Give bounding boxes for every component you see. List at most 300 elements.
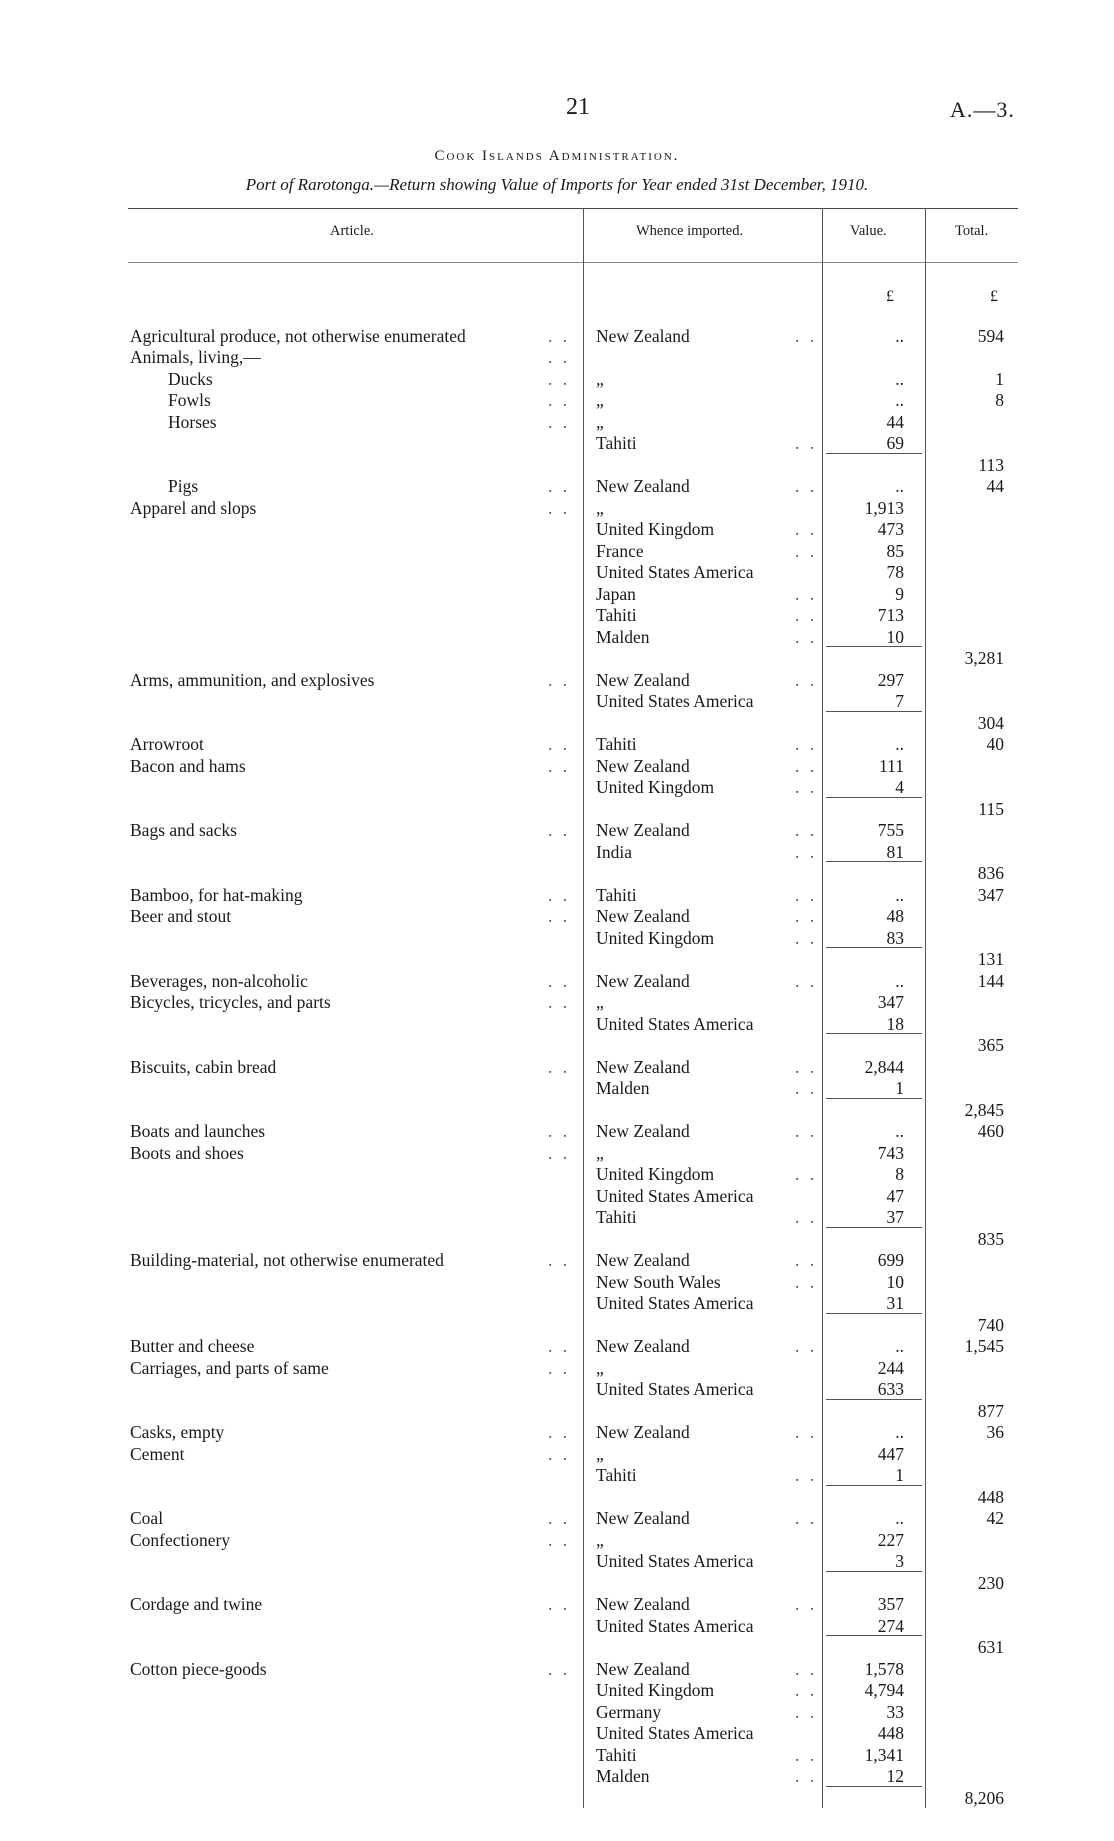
total-cell: 304	[977, 712, 1004, 733]
value-cell: ..	[895, 970, 904, 991]
value-cell: 447	[877, 1443, 904, 1464]
value-cell: 633	[877, 1379, 904, 1399]
table-row	[0, 627, 1114, 649]
subtotal-rule	[826, 1635, 922, 1636]
table-row	[0, 691, 1114, 713]
dot-leader: . .	[548, 1658, 571, 1679]
origin-cell: Tahiti	[596, 605, 637, 625]
article-cell: Ducks	[168, 368, 213, 389]
value-cell: ..	[895, 1422, 904, 1442]
dot-leader: . .	[548, 820, 571, 840]
total-cell: 3,281	[964, 648, 1004, 668]
column-header-value: Value.	[850, 223, 887, 239]
article-cell: Cordage and twine	[130, 1594, 263, 1614]
table-row	[0, 1487, 1114, 1509]
article-cell: Building-material, not otherwise enumerated	[130, 1250, 444, 1270]
table-row	[0, 906, 1114, 928]
value-cell: 81	[886, 841, 904, 862]
total-cell: 144	[977, 970, 1004, 991]
total-cell: 8,206	[964, 1787, 1004, 1808]
value-cell: 8	[895, 1164, 904, 1184]
table-row	[0, 648, 1114, 670]
value-cell: 743	[877, 1142, 904, 1163]
table-row	[0, 670, 1114, 692]
dot-leader: . .	[795, 1078, 818, 1098]
origin-cell: United States America	[596, 1293, 754, 1313]
origin-cell: New Zealand	[596, 1658, 690, 1679]
total-cell: 115	[978, 798, 1004, 819]
dot-leader: . .	[548, 325, 571, 346]
origin-cell: New South Wales	[596, 1271, 721, 1292]
origin-cell: United Kingdom	[596, 777, 715, 797]
table-row	[0, 369, 1114, 391]
article-cell: Apparel and slops	[130, 497, 257, 518]
dot-leader: . .	[548, 970, 571, 991]
origin-cell: New Zealand	[596, 325, 690, 346]
article-cell: Cotton piece-goods	[130, 1658, 267, 1679]
table-row	[0, 476, 1114, 498]
origin-cell: „	[596, 1357, 604, 1378]
table-row	[0, 1336, 1114, 1358]
table-row	[0, 1637, 1114, 1659]
value-cell: 12	[886, 1766, 904, 1786]
table-row	[0, 347, 1114, 369]
origin-cell: United States America	[596, 1723, 754, 1743]
origin-cell: United States America	[596, 1379, 754, 1399]
origin-cell: United States America	[596, 691, 754, 711]
value-currency-symbol: £	[886, 288, 894, 305]
article-cell: Confectionery	[130, 1529, 231, 1550]
value-cell: 357	[877, 1594, 904, 1614]
article-cell: Boots and shoes	[130, 1142, 244, 1163]
article-cell: Cement	[130, 1443, 185, 1464]
column-header-whence: Whence imported.	[636, 223, 744, 239]
value-cell: 3	[895, 1551, 904, 1571]
table-row	[0, 519, 1114, 541]
origin-cell: Japan	[596, 583, 636, 604]
origin-cell: United Kingdom	[596, 519, 715, 539]
total-cell: 347	[977, 884, 1004, 905]
total-cell: 113	[978, 454, 1004, 475]
value-cell: 1	[895, 1465, 904, 1485]
value-cell: 4,794	[864, 1680, 904, 1700]
value-cell: 473	[877, 519, 904, 539]
origin-cell: New Zealand	[596, 970, 690, 991]
dot-leader: . .	[548, 1357, 571, 1378]
dot-leader: . .	[795, 734, 818, 754]
subtotal-rule	[826, 1033, 922, 1034]
article-cell: Bamboo, for hat-making	[130, 884, 303, 905]
table-row	[0, 584, 1114, 606]
total-cell: 835	[977, 1228, 1004, 1249]
table-row	[0, 433, 1114, 455]
page-number: 21	[566, 94, 590, 120]
article-cell: Horses	[168, 411, 217, 432]
table-row	[0, 949, 1114, 971]
dot-leader: . .	[795, 1207, 818, 1227]
dot-leader: . .	[795, 433, 818, 453]
dot-leader: . .	[795, 1271, 818, 1292]
origin-cell: New Zealand	[596, 1250, 690, 1270]
dot-leader: . .	[548, 390, 571, 410]
table-row	[0, 1057, 1114, 1079]
origin-cell: New Zealand	[596, 820, 690, 840]
dot-leader: . .	[548, 1422, 571, 1442]
article-cell: Pigs	[168, 476, 199, 496]
origin-cell: United Kingdom	[596, 1164, 715, 1184]
table-row	[0, 1186, 1114, 1208]
value-cell: 31	[886, 1293, 904, 1313]
subtotal-rule	[826, 1571, 922, 1572]
table-row	[0, 1143, 1114, 1165]
value-cell: 83	[886, 927, 904, 948]
table-row	[0, 1659, 1114, 1681]
table-row	[0, 713, 1114, 735]
dot-leader: . .	[795, 1508, 818, 1528]
origin-cell: New Zealand	[596, 476, 690, 496]
table-row	[0, 326, 1114, 348]
table-row	[0, 541, 1114, 563]
value-cell: 44	[886, 411, 904, 432]
dot-leader: . .	[548, 1121, 571, 1141]
table-row	[0, 1422, 1114, 1444]
dot-leader: . .	[795, 927, 818, 948]
dot-leader: . .	[548, 884, 571, 905]
origin-cell: United States America	[596, 1615, 754, 1636]
total-cell: 631	[977, 1637, 1004, 1657]
total-cell: 1	[995, 368, 1004, 389]
dot-leader: . .	[795, 777, 818, 797]
article-cell: Agricultural produce, not otherwise enumerated	[130, 325, 466, 346]
table-row	[0, 1315, 1114, 1337]
value-cell: 78	[886, 562, 904, 582]
table-row	[0, 1121, 1114, 1143]
value-cell: ..	[895, 884, 904, 905]
table-row	[0, 928, 1114, 950]
table-row	[0, 1207, 1114, 1229]
header-bottom-rule	[128, 262, 1018, 263]
value-cell: 9	[895, 583, 904, 604]
origin-cell: Malden	[596, 626, 650, 647]
table-row	[0, 1788, 1114, 1810]
total-cell: 44	[986, 476, 1004, 496]
article-cell: Bacon and hams	[130, 755, 246, 776]
dot-leader: . .	[795, 1336, 818, 1356]
origin-cell: Tahiti	[596, 433, 637, 453]
origin-cell: Tahiti	[596, 1207, 637, 1227]
dot-leader: . .	[795, 583, 818, 604]
dot-leader: . .	[795, 884, 818, 905]
origin-cell: Malden	[596, 1766, 650, 1786]
dot-leader: . .	[548, 1250, 571, 1270]
origin-cell: „	[596, 1529, 604, 1550]
dot-leader: . .	[548, 368, 571, 389]
dot-leader: . .	[548, 1529, 571, 1550]
value-cell: 1,913	[864, 497, 904, 518]
table-row	[0, 1035, 1114, 1057]
dot-leader: . .	[795, 605, 818, 625]
table-row	[0, 304, 1114, 326]
table-row	[0, 1444, 1114, 1466]
total-cell: 40	[986, 734, 1004, 754]
value-cell: ..	[895, 390, 904, 410]
value-cell: ..	[895, 1508, 904, 1528]
origin-cell: „	[596, 497, 604, 518]
dot-leader: . .	[548, 734, 571, 754]
dot-leader: . .	[795, 1164, 818, 1184]
origin-cell: Tahiti	[596, 884, 637, 905]
value-cell: ..	[895, 476, 904, 496]
subtotal-rule	[826, 1227, 922, 1228]
value-cell: 111	[879, 755, 904, 776]
article-cell: Boats and launches	[130, 1121, 266, 1141]
dot-leader: . .	[548, 755, 571, 776]
origin-cell: Tahiti	[596, 734, 637, 754]
total-cell: 365	[977, 1035, 1004, 1055]
total-cell: 131	[977, 949, 1004, 969]
origin-cell: United States America	[596, 1013, 754, 1034]
article-cell: Coal	[130, 1508, 164, 1528]
table-row	[0, 842, 1114, 864]
origin-cell: New Zealand	[596, 669, 690, 690]
dot-leader: . .	[548, 669, 571, 690]
value-cell: 713	[877, 605, 904, 625]
dot-leader: . .	[795, 1594, 818, 1614]
table-row	[0, 1078, 1114, 1100]
subtotal-rule	[826, 1098, 922, 1099]
value-cell: 33	[886, 1701, 904, 1722]
article-cell: Animals, living,—	[130, 347, 261, 367]
origin-cell: United States America	[596, 562, 754, 582]
column-header-total: Total.	[955, 223, 989, 239]
dot-leader: . .	[795, 1658, 818, 1679]
table-row	[0, 605, 1114, 627]
subtotal-rule	[826, 797, 922, 798]
dot-leader: . .	[795, 970, 818, 991]
table-row	[0, 1551, 1114, 1573]
dot-leader: . .	[548, 476, 571, 496]
total-cell: 2,845	[964, 1099, 1004, 1120]
dot-leader: . .	[795, 669, 818, 690]
origin-cell: France	[596, 540, 644, 561]
document-reference: A.—3.	[950, 97, 1015, 122]
value-cell: 755	[877, 820, 904, 840]
article-cell: Carriages, and parts of same	[130, 1357, 329, 1378]
value-cell: 227	[877, 1529, 904, 1550]
origin-cell: United States America	[596, 1551, 754, 1571]
table-row	[0, 1100, 1114, 1122]
table-row	[0, 1530, 1114, 1552]
dot-leader: . .	[795, 755, 818, 776]
dot-leader: . .	[548, 411, 571, 432]
value-cell: 10	[886, 1271, 904, 1292]
table-row	[0, 1250, 1114, 1272]
value-cell: ..	[895, 325, 904, 346]
origin-cell: United Kingdom	[596, 927, 715, 948]
total-cell: 36	[986, 1422, 1004, 1442]
return-title: Port of Rarotonga.—Return showing Value of Imports for Year ended 31st December, 1910.	[245, 175, 869, 194]
table-row	[0, 412, 1114, 434]
origin-cell: India	[596, 841, 632, 862]
value-cell: 2,844	[864, 1056, 904, 1077]
table-row	[0, 1766, 1114, 1788]
dot-leader: . .	[795, 1766, 818, 1786]
dot-leader: . .	[795, 626, 818, 647]
table-row	[0, 1745, 1114, 1767]
total-cell: 594	[977, 325, 1004, 346]
subtotal-rule	[826, 1313, 922, 1314]
value-cell: 85	[886, 540, 904, 561]
total-cell: 1,545	[964, 1336, 1004, 1356]
article-cell: Bicycles, tricycles, and parts	[130, 992, 331, 1012]
origin-cell: „	[596, 368, 604, 389]
table-row	[0, 1723, 1114, 1745]
dot-leader: . .	[548, 1142, 571, 1163]
table-row	[0, 1680, 1114, 1702]
total-currency-symbol: £	[990, 288, 998, 305]
value-cell: 347	[877, 992, 904, 1012]
subtotal-rule	[826, 861, 922, 862]
table-row	[0, 1272, 1114, 1294]
total-cell: 42	[986, 1508, 1004, 1528]
origin-cell: United Kingdom	[596, 1680, 715, 1700]
table-row	[0, 1379, 1114, 1401]
table-row	[0, 1358, 1114, 1380]
dot-leader: . .	[795, 1422, 818, 1442]
subtotal-rule	[826, 1786, 922, 1787]
table-row	[0, 1508, 1114, 1530]
table-row	[0, 1465, 1114, 1487]
origin-cell: Tahiti	[596, 1465, 637, 1485]
administration-heading: Cook Islands Administration.	[434, 148, 680, 164]
origin-cell: „	[596, 1443, 604, 1464]
dot-leader: . .	[795, 519, 818, 539]
total-cell: 8	[995, 390, 1004, 410]
value-cell: 297	[877, 669, 904, 690]
table-row	[0, 863, 1114, 885]
table-top-rule	[128, 208, 1018, 209]
dot-leader: . .	[795, 841, 818, 862]
subtotal-rule	[826, 711, 922, 712]
origin-cell: New Zealand	[596, 1121, 690, 1141]
table-row	[0, 498, 1114, 520]
dot-leader: . .	[548, 1336, 571, 1356]
article-cell: Arms, ammunition, and explosives	[130, 669, 375, 690]
origin-cell: „	[596, 992, 604, 1012]
dot-leader: . .	[795, 1250, 818, 1270]
total-cell: 836	[977, 863, 1004, 883]
dot-leader: . .	[795, 540, 818, 561]
value-cell: 1,341	[864, 1744, 904, 1765]
dot-leader: . .	[548, 1443, 571, 1464]
origin-cell: New Zealand	[596, 1336, 690, 1356]
article-cell: Beverages, non-alcoholic	[130, 970, 308, 991]
dot-leader: . .	[548, 906, 571, 926]
dot-leader: . .	[795, 1744, 818, 1765]
article-cell: Arrowroot	[130, 734, 204, 754]
dot-leader: . .	[795, 1680, 818, 1700]
article-cell: Bags and sacks	[130, 820, 237, 840]
article-cell: Butter and cheese	[130, 1336, 255, 1356]
dot-leader: . .	[795, 820, 818, 840]
value-cell: 47	[886, 1185, 904, 1206]
origin-cell: „	[596, 390, 604, 410]
subtotal-rule	[826, 947, 922, 948]
value-cell: ..	[895, 734, 904, 754]
origin-cell: New Zealand	[596, 906, 690, 926]
table-row	[0, 1702, 1114, 1724]
dot-leader: . .	[795, 476, 818, 496]
dot-leader: . .	[548, 1056, 571, 1077]
value-cell: 48	[886, 906, 904, 926]
value-cell: 699	[877, 1250, 904, 1270]
value-cell: 37	[886, 1207, 904, 1227]
table-row	[0, 1229, 1114, 1251]
value-cell: ..	[895, 1336, 904, 1356]
value-cell: 1,578	[864, 1658, 904, 1679]
table-row	[0, 455, 1114, 477]
origin-cell: New Zealand	[596, 1594, 690, 1614]
origin-cell: New Zealand	[596, 1422, 690, 1442]
table-row	[0, 756, 1114, 778]
total-cell: 448	[977, 1486, 1004, 1507]
value-cell: 7	[895, 691, 904, 711]
table-row	[0, 1616, 1114, 1638]
dot-leader: . .	[795, 1465, 818, 1485]
value-cell: ..	[895, 368, 904, 389]
table-row	[0, 820, 1114, 842]
origin-cell: New Zealand	[596, 1508, 690, 1528]
table-row	[0, 734, 1114, 756]
dot-leader: . .	[795, 906, 818, 926]
article-cell: Casks, empty	[130, 1422, 225, 1442]
total-cell: 877	[977, 1400, 1004, 1421]
table-row	[0, 1164, 1114, 1186]
table-row	[0, 799, 1114, 821]
origin-cell: Tahiti	[596, 1744, 637, 1765]
dot-leader: . .	[548, 347, 571, 367]
dot-leader: . .	[795, 1056, 818, 1077]
dot-leader: . .	[795, 1121, 818, 1141]
column-header-article: Article.	[330, 223, 374, 239]
value-cell: 18	[886, 1013, 904, 1034]
table-row	[0, 562, 1114, 584]
dot-leader: . .	[795, 1701, 818, 1722]
total-cell: 460	[977, 1121, 1004, 1141]
value-cell: 4	[895, 777, 904, 797]
value-cell: 448	[877, 1723, 904, 1743]
table-row	[0, 885, 1114, 907]
origin-cell: United States America	[596, 1185, 754, 1206]
table-row	[0, 1293, 1114, 1315]
total-cell: 740	[977, 1314, 1004, 1335]
value-cell: 69	[886, 433, 904, 453]
origin-cell: New Zealand	[596, 1056, 690, 1077]
article-cell: Beer and stout	[130, 906, 232, 926]
subtotal-rule	[826, 1485, 922, 1486]
dot-leader: . .	[548, 497, 571, 518]
table-row	[0, 992, 1114, 1014]
subtotal-rule	[826, 646, 922, 647]
table-row	[0, 1594, 1114, 1616]
value-cell: 274	[877, 1615, 904, 1636]
dot-leader: . .	[548, 1594, 571, 1614]
subtotal-rule	[826, 1399, 922, 1400]
value-cell: 244	[877, 1357, 904, 1378]
value-cell: ..	[895, 1121, 904, 1141]
origin-cell: Germany	[596, 1701, 662, 1722]
value-cell: 10	[886, 626, 904, 647]
